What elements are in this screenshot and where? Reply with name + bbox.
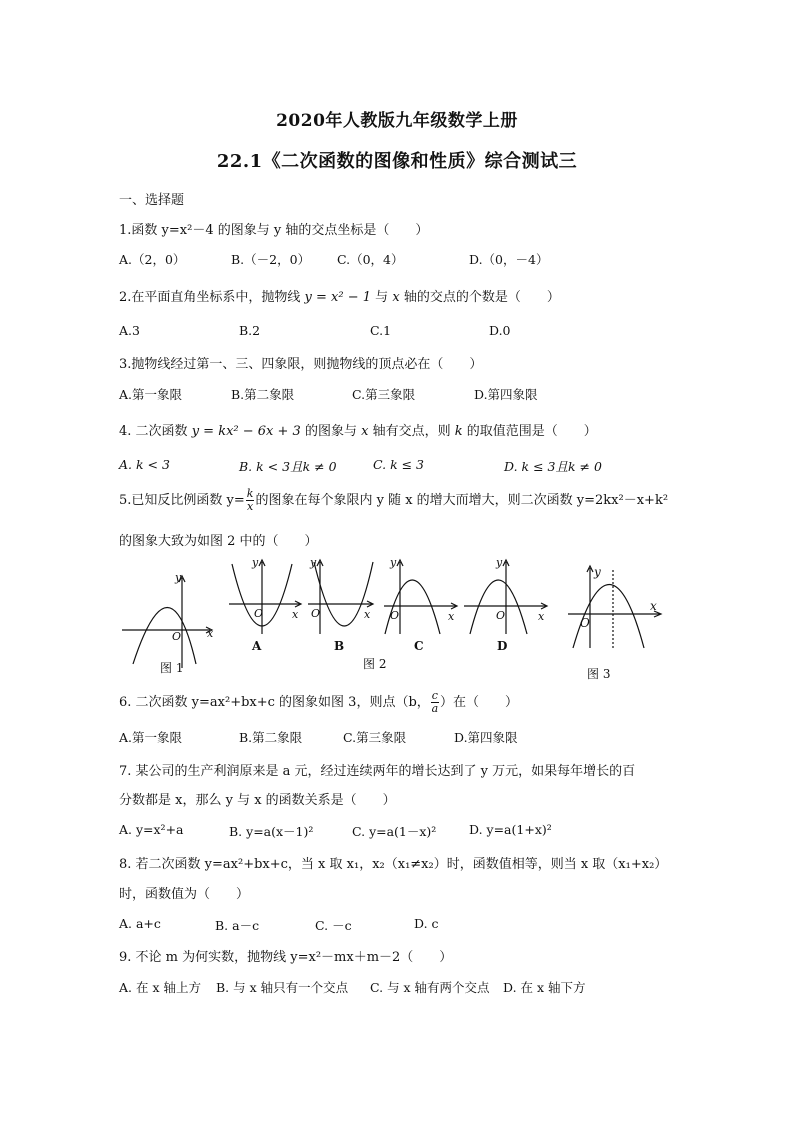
q2-option-d: D.0 — [489, 323, 511, 338]
figures-strip — [0, 556, 794, 686]
q1-option-a: A.（2，0） — [119, 252, 186, 267]
fig3-caption: 图 3 — [587, 667, 611, 681]
fig2-label-a: A — [252, 639, 262, 653]
fig2b-axis-y: y — [310, 556, 317, 569]
q4-stem-b: 的图象与 — [304, 424, 357, 439]
q2-option-c: C.1 — [370, 323, 392, 338]
question-4-options — [119, 457, 719, 477]
fig2d-axis-y: y — [496, 556, 503, 569]
q4-stem-d: 的取值范围是（ ） — [466, 424, 597, 439]
fig2-caption: 图 2 — [363, 657, 387, 671]
figure-2a-graph — [229, 560, 301, 634]
fig2-label-d: D — [497, 639, 508, 653]
q2-stem-b: 与 — [375, 290, 389, 305]
section-heading: 一、选择题 — [119, 193, 185, 208]
q1-option-b: B.（－2，0） — [231, 252, 311, 267]
q2-option-b: B.2 — [239, 323, 261, 338]
q7-option-c: C. y=a(1－x)² — [352, 824, 437, 839]
fig1-axis-x: x — [207, 627, 214, 640]
fig2a-axis-x: x — [292, 608, 299, 621]
q8-option-d: D. c — [414, 916, 439, 931]
q4-var-x: x — [361, 424, 369, 439]
question-6-stem — [119, 690, 518, 715]
fig2a-axis-y: y — [252, 556, 259, 569]
fig3-axis-x: x — [650, 599, 657, 613]
figure-2d-graph — [464, 560, 547, 634]
page-subtitle: 22.1《二次函数的图像和性质》综合测试三 — [216, 151, 578, 172]
q8-option-c: C. －c — [315, 918, 352, 933]
q2-stem-a: 2.在平面直角坐标系中，抛物线 — [119, 290, 301, 305]
q6-option-c: C.第三象限 — [343, 730, 407, 745]
q6-option-d: D.第四象限 — [454, 730, 518, 745]
q9-option-c: C. 与 x 轴有两个交点 — [370, 980, 490, 995]
q7-option-d: D. y=a(1+x)² — [469, 822, 552, 837]
fig2d-axis-x: x — [538, 610, 545, 623]
question-7-options — [119, 822, 719, 842]
q5-frac-num: k — [246, 487, 254, 500]
question-8-stem-line1: 8. 若二次函数 y=ax²+bx+c，当 x 取 x₁，x₂（x₁≠x₂）时，函数值相等，则当 x 取（x₁+x₂） — [119, 857, 668, 872]
q9-option-d: D. 在 x 轴下方 — [503, 980, 586, 995]
figure-2c-graph — [384, 560, 457, 634]
question-4-stem — [119, 420, 597, 439]
page-title: 2020年人教版九年级数学上册 — [276, 111, 518, 131]
question-9-options — [119, 978, 719, 998]
fig1-origin: O — [172, 630, 182, 643]
q1-option-d: D.（0，－4） — [469, 252, 549, 267]
figure-3-graph — [568, 566, 661, 648]
question-1-stem: 1.函数 y=x²－4 的图象与 y 轴的交点坐标是（ ） — [119, 223, 429, 238]
q1-option-c: C.（0，4） — [337, 252, 404, 267]
question-2-stem — [119, 286, 560, 305]
q9-option-a: A. 在 x 轴上方 — [119, 980, 201, 995]
question-3-stem: 3.抛物线经过第一、三、四象限，则抛物线的顶点必在（ ） — [119, 357, 483, 372]
fig2-label-c: C — [414, 639, 424, 653]
q2-var: x — [392, 290, 400, 305]
fig2b-axis-x: x — [364, 608, 371, 621]
q3-option-b: B.第二象限 — [231, 387, 295, 402]
figure-2b-graph — [308, 560, 373, 634]
q3-option-d: D.第四象限 — [474, 387, 538, 402]
q8-option-a: A. a+c — [119, 916, 161, 931]
q6-stem-b: ）在（ ） — [439, 695, 518, 710]
q6-stem-a: 6. 二次函数 y=ax²+bx+c 的图象如图 3，则点（b， — [119, 695, 430, 710]
q5-fraction — [246, 488, 255, 513]
q3-option-c: C.第三象限 — [352, 387, 416, 402]
fig3-axis-y: y — [594, 565, 601, 579]
question-1-options — [119, 250, 719, 270]
q2-option-a: A.3 — [119, 323, 140, 338]
q6-option-b: B.第二象限 — [239, 730, 303, 745]
fig2c-axis-x: x — [448, 610, 455, 623]
q4-option-d: D. k ≤ 3且k ≠ 0 — [504, 459, 602, 474]
fig2c-origin: O — [390, 609, 400, 622]
q6-frac-num: c — [431, 689, 438, 702]
fig3-origin: O — [580, 616, 590, 630]
q4-expression: y = kx² − 6x + 3 — [191, 424, 301, 439]
q3-option-a: A.第一象限 — [119, 387, 183, 402]
q4-option-c: C. k ≤ 3 — [373, 457, 425, 472]
fig2b-origin: O — [311, 607, 321, 620]
q7-option-a: A. y=x²+a — [119, 822, 184, 837]
question-5-stem — [119, 488, 668, 513]
q6-frac-den: a — [431, 702, 439, 715]
q4-stem-c: 轴有交点，则 — [372, 424, 451, 439]
fig2d-origin: O — [496, 609, 506, 622]
question-2-options — [119, 323, 719, 343]
question-8-stem-line2: 时，函数值为（ ） — [119, 887, 250, 902]
figure-1-graph — [122, 576, 212, 668]
q5-frac-den: x — [247, 500, 254, 513]
question-6-options — [119, 728, 719, 748]
q5-stem-a: 5.已知反比例函数 y= — [119, 493, 245, 508]
q6-option-a: A.第一象限 — [119, 730, 183, 745]
q4-option-b: B. k < 3且k ≠ 0 — [239, 459, 337, 474]
question-3-options — [119, 385, 719, 405]
question-7-stem-line2: 分数都是 x，那么 y 与 x 的函数关系是（ ） — [119, 793, 396, 808]
fig2-label-b: B — [334, 639, 345, 653]
q5-stem-b: 的图象在每个象限内 y 随 x 的增大而增大，则二次函数 y=2kx²－x+k² — [255, 493, 669, 508]
q4-stem-a: 4. 二次函数 — [119, 424, 188, 439]
q7-option-b: B. y=a(x－1)² — [229, 824, 314, 839]
fig2c-axis-y: y — [390, 556, 397, 569]
question-7-stem-line1: 7. 某公司的生产利润原来是 a 元，经过连续两年的增长达到了 y 万元，如果每年增长的百 — [119, 764, 636, 779]
question-5-stem-line2: 的图象大致为如图 2 中的（ ） — [119, 534, 318, 549]
question-8-options — [119, 916, 719, 936]
q2-expression: y = x² − 1 — [304, 290, 372, 305]
question-9-stem: 9. 不论 m 为何实数，抛物线 y=x²－mx＋m－2（ ） — [119, 950, 453, 965]
q4-var-k: k — [454, 424, 463, 439]
q8-option-b: B. a－c — [215, 918, 260, 933]
q2-stem-c: 轴的交点的个数是（ ） — [403, 290, 560, 305]
q4-option-a: A. k < 3 — [119, 457, 170, 472]
fig1-axis-y: y — [175, 571, 182, 584]
fig1-caption: 图 1 — [160, 661, 184, 675]
fig2a-origin: O — [254, 607, 264, 620]
q6-fraction — [431, 690, 439, 715]
q9-option-b: B. 与 x 轴只有一个交点 — [216, 980, 349, 995]
